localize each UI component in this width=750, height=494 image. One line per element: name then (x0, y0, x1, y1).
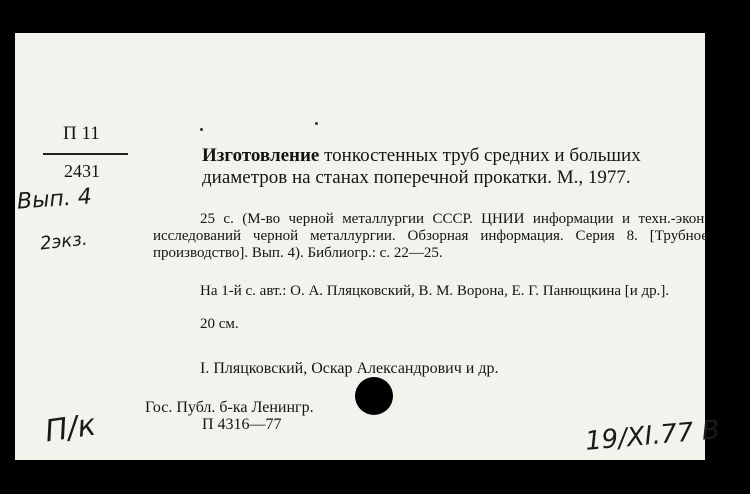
ink-speck (200, 128, 203, 131)
title-lead: Изготовление (202, 145, 320, 166)
tracing-entry: I. Пляцковский, Оскар Александрович и др. (200, 360, 499, 377)
title-rest: тонкостенных труб средних и больших диаметров на станах поперечной прокатки. М., 1977. (202, 145, 641, 188)
inventory-number: 2431 (64, 161, 100, 181)
handwritten-issue-note: Вып. 4 (16, 184, 93, 215)
call-number: П 4316—77 (202, 416, 282, 433)
record-title (202, 145, 708, 189)
authors-note: На 1-й с. авт.: О. А. Пляцковский, В. М. Ворона, Е. Г. Панющкина [и др.]. (200, 283, 670, 299)
ink-speck (315, 122, 318, 125)
holding-library: Гос. Публ. б-ка Ленингр. (145, 399, 314, 416)
divider-rule (43, 153, 128, 155)
handwritten-copies-note: 2экз. (39, 228, 89, 255)
punch-hole (355, 377, 393, 415)
collation-note: 25 с. (М-во черной металлургии СССР. ЦНИИ информации и техн.-экон. исследований черной металлургии. Обзорная информация. Серия 8. [Трубное производство]. Вып. 4). Библиогр.: с. 22—25. (153, 211, 708, 261)
handwritten-date-bottom-right: 19/XI.77 В (583, 415, 721, 457)
shelf-mark: П 11 (63, 123, 100, 144)
handwritten-mark-bottom-left: П/к (42, 407, 98, 450)
catalog-card (15, 33, 721, 460)
size-note: 20 см. (200, 316, 239, 332)
